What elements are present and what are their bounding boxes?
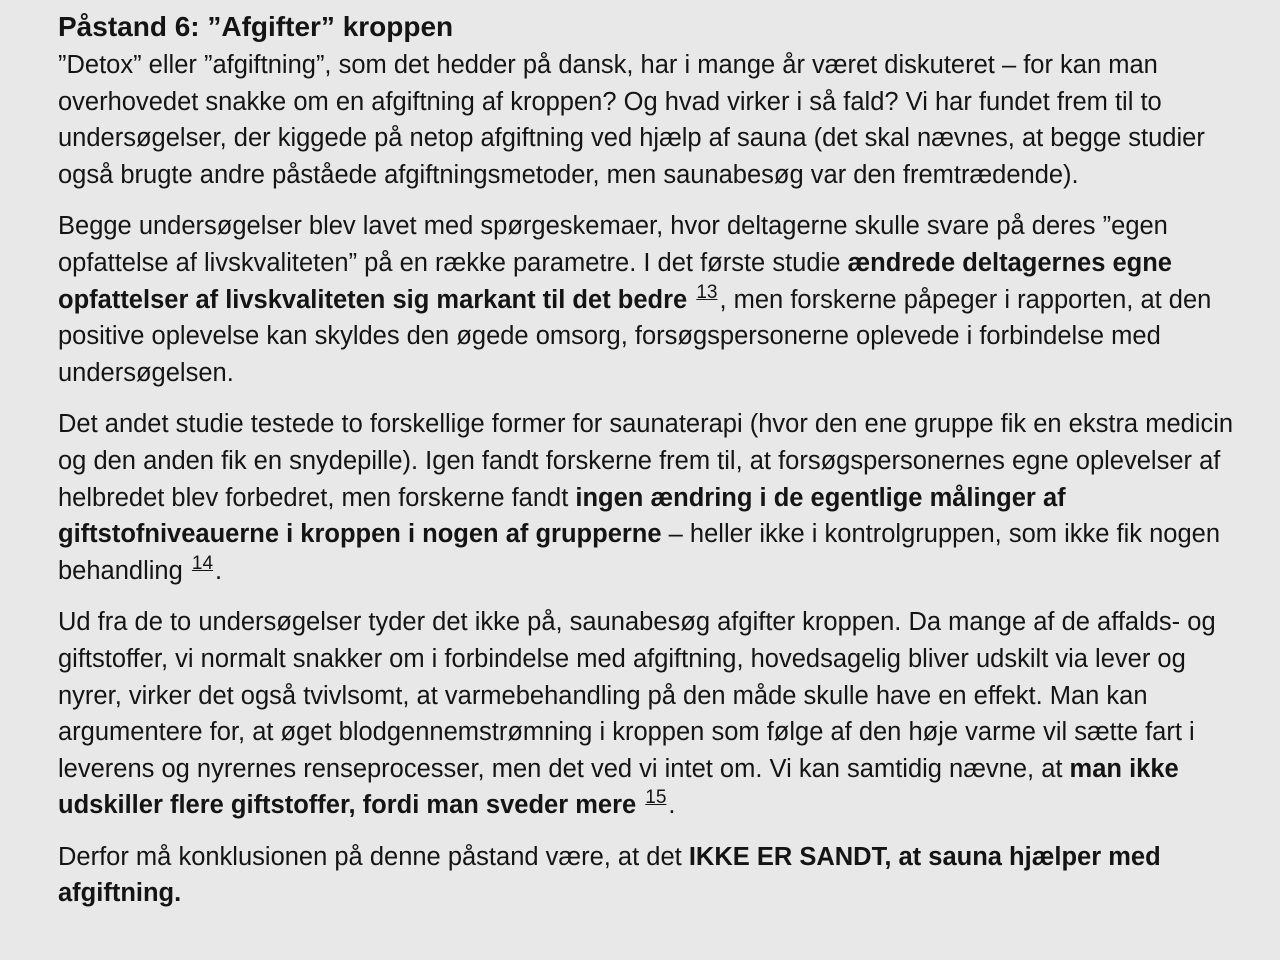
p2-bold: ændrede deltagernes egne opfattelser af livskvaliteten sig markant til det bedre: [58, 248, 1172, 314]
paragraph-second-study: [58, 406, 1240, 589]
p3-text-a: Det andet studie testede to forskellige former for saunaterapi (hvor den ene gruppe fik en ekstra medicin og den anden fik en snydepille). Igen fandt forskerne frem til, at forsøgspersonernes egne oplevelser af helbredet blev forbedret, men forskerne fandt: [58, 410, 1234, 512]
p4-text-a: Ud fra de to undersøgelser tyder det ikke på, saunabesøg afgifter kroppen. Da mange af de affalds- og giftstoffer, vi normalt snakker om i forbindelse med afgiftning, hovedsagelig bliver udskilt via lever og nyrer, virker det også tvivlsomt, at varmebehandling på den måde skulle have en effekt. Man kan argumentere for, at øget blodgennemstrømning i kroppen som følge af den høje varme vil sætte fart i leverens og nyrernes renseprocesser, men det ved vi intet om. Vi kan samtidig nævne, at: [58, 608, 1216, 783]
p3-text-d: .: [215, 556, 223, 585]
footnote-link-14[interactable]: 14: [191, 552, 214, 574]
footnote-link-15[interactable]: 15: [645, 787, 667, 809]
p4-bold: man ikke udskiller flere giftstoffer, fordi man sveder mere: [58, 754, 1179, 820]
p5-bold: IKKE ER SANDT, at sauna hjælper med afgiftning.: [58, 842, 1161, 908]
paragraph-first-study: [58, 208, 1240, 391]
p3-bold: ingen ændring i de egentlige målinger af giftstofniveauerne i kroppen i nogen af grupperne: [58, 483, 1066, 549]
p4-text-c: .: [668, 791, 676, 820]
p3-text-c: – heller ikke i kontrolgruppen, som ikke fik nogen behandling: [58, 520, 1221, 585]
footnote-link-13[interactable]: 13: [696, 281, 718, 303]
p2-text-c: , men forskerne påpeger i rapporten, at den positive oplevelse kan skyldes den øgede omsorg, forsøgspersonerne oplevede i forbindelse med undersøgelsen.: [58, 285, 1212, 387]
paragraph-intro: ”Detox” eller ”afgiftning”, som det hedder på dansk, har i mange år været diskuteret – for kan man overhovedet snakke om en afgiftning af kroppen? Og hvad virker i så fald? Vi har fundet frem til to undersøgelser, der kiggede på netop afgiftning ved hjælp af sauna (det skal nævnes, at begge studier også brugte andre påståede afgiftningsmetoder, men saunabesøg var den fremtrædende).: [58, 51, 1205, 189]
paragraph-discussion: [58, 604, 1240, 824]
section-heading: Påstand 6: ”Afgifter” kroppen: [58, 11, 454, 42]
p5-text-a: Derfor må konklusionen på denne påstand være, at det: [58, 842, 689, 871]
paragraph-conclusion: [58, 839, 1240, 912]
p2-text-a: Begge undersøgelser blev lavet med spørgeskemaer, hvor deltagerne skulle svare på deres ”egen opfattelse af livskvaliteten” på en række parametre. I det første studie: [58, 212, 1168, 277]
